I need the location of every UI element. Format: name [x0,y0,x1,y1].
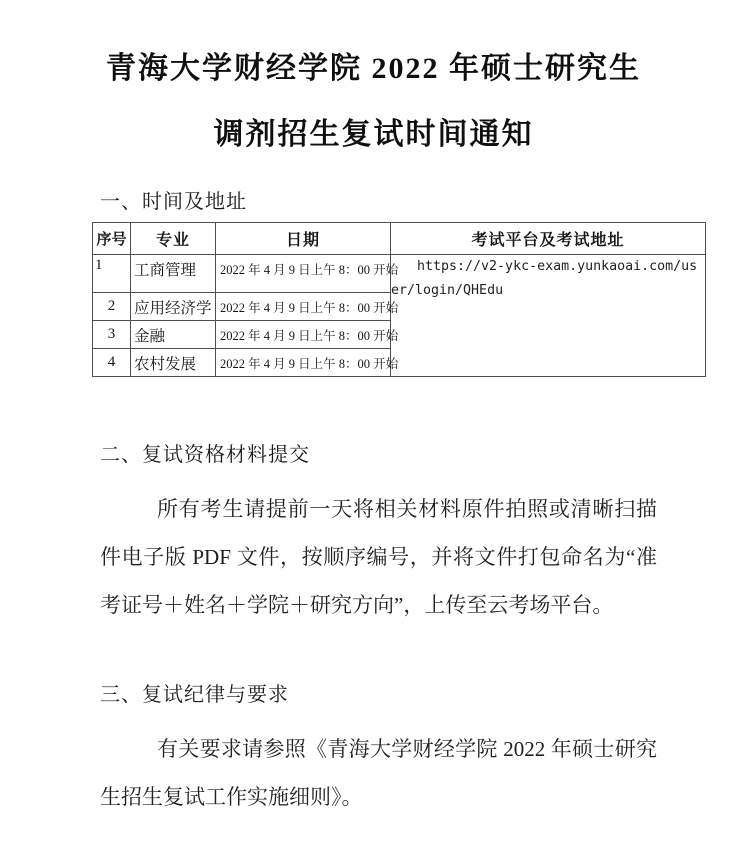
table-header-row [93,223,706,255]
table-row [93,255,706,293]
row-date: 2022 年 4 月 9 日上午 8：00 开始 [216,349,391,377]
row-no: 2 [93,293,131,321]
row-date: 2022 年 4 月 9 日上午 8：00 开始 [216,255,391,293]
column-header-major: 专业 [131,223,216,255]
row-date: 2022 年 4 月 9 日上午 8：00 开始 [216,293,391,321]
row-major: 工商管理 [131,255,216,293]
exam-platform-url: https://v2-ykc-exam.yunkaoai.com/user/login/QHEdu [391,255,706,377]
row-no: 1 [93,255,131,293]
document-title [0,0,747,168]
row-no: 3 [93,321,131,349]
document-title-line1: 青海大学财经学院 2022 年硕士研究生 [106,52,641,85]
exam-schedule-table [92,222,706,377]
column-header-platform: 考试平台及考试地址 [391,223,706,255]
document-title-line2: 调剂招生复试时间通知 [213,118,534,151]
row-major: 金融 [131,321,216,349]
section-paragraph-material-submission: 所有考生请提前一天将相关材料原件拍照或清晰扫描件电子版 PDF 文件，按顺序编号，并将文件打包命名为“准考证号＋姓名＋学院＋研究方向”，上传至云考场平台。 [100,497,657,617]
section-heading-time-address: 一、时间及地址 [100,191,247,213]
section-paragraph-discipline-requirements: 有关要求请参照《青海大学财经学院 2022 年硕士研究生招生复试工作实施细则》。 [100,737,657,809]
row-major: 农村发展 [131,349,216,377]
column-header-no: 序号 [93,223,131,255]
row-no: 4 [93,349,131,377]
row-major: 应用经济学 [131,293,216,321]
document-body [0,188,747,821]
column-header-date: 日期 [216,223,391,255]
row-date: 2022 年 4 月 9 日上午 8：00 开始 [216,321,391,349]
section-heading-material-submission: 二、复试资格材料提交 [100,444,310,466]
section-heading-discipline-requirements: 三、复试纪律与要求 [100,684,289,706]
